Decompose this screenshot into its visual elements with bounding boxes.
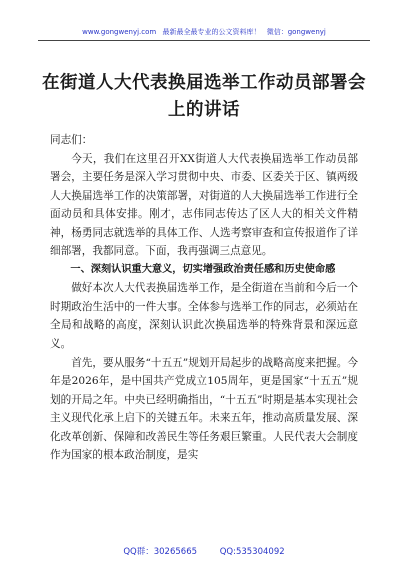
document-title: 在街道人大代表换届选举工作动员部署会上的讲话	[42, 73, 366, 120]
header-site-link[interactable]: www.gongwenyj.com	[82, 28, 157, 36]
section-heading: 一、深刻认识重大意义，切实增强政治责任感和历史使命感	[70, 263, 336, 275]
body-paragraph: 首先，要从服务“十五五”规划开局起步的战略高度来把握。今年是2026年，是中国共产党成立105周年，更是国家“十五五”规划的开局之年。中央已经明确指出，“十五五”时期是基本实现社会主义现代化承上启下的关键五年。未来五年，推动高质量发展、深化改革创新、保障和改善民生等任务艰巨繁重。人民代表大会制度作为国家的根本政治制度，是实	[50, 356, 358, 462]
document-body	[50, 131, 358, 465]
intro-paragraph: 今天，我们在这里召开XX街道人大代表换届选举工作动员部署会，主要任务是深入学习贯彻中央、市委、区委关于区、镇两级人大换届选举工作的决策部署，对街道的人大换届选举工作进行全面动员和具体安排。刚才，志伟同志传达了区人大的相关文件精神，杨勇同志就选举的具体工作、人选考察审查和宣传报道作了详细部署，我都同意。下面，我再强调三点意见。	[50, 152, 358, 258]
body-paragraph: 做好本次人大代表换届选举工作，是全街道在当前和今后一个时期政治生活中的一件大事。全体参与选举工作的同志，必须站在全局和战略的高度，深刻认识此次换届选举的特殊背景和深远意义。	[50, 282, 358, 351]
page-footer	[0, 545, 408, 557]
header-divider	[38, 40, 370, 41]
footer-qq-group: QQ群：30265665	[123, 547, 198, 557]
header-wechat: 微信：gongwenyj	[266, 28, 326, 36]
page-header	[0, 27, 408, 37]
header-slogan: 最新最全最专业的公文资料库！	[162, 28, 261, 36]
salutation: 同志们：	[50, 134, 93, 146]
footer-qq-contact: QQ:535304092	[219, 547, 285, 557]
